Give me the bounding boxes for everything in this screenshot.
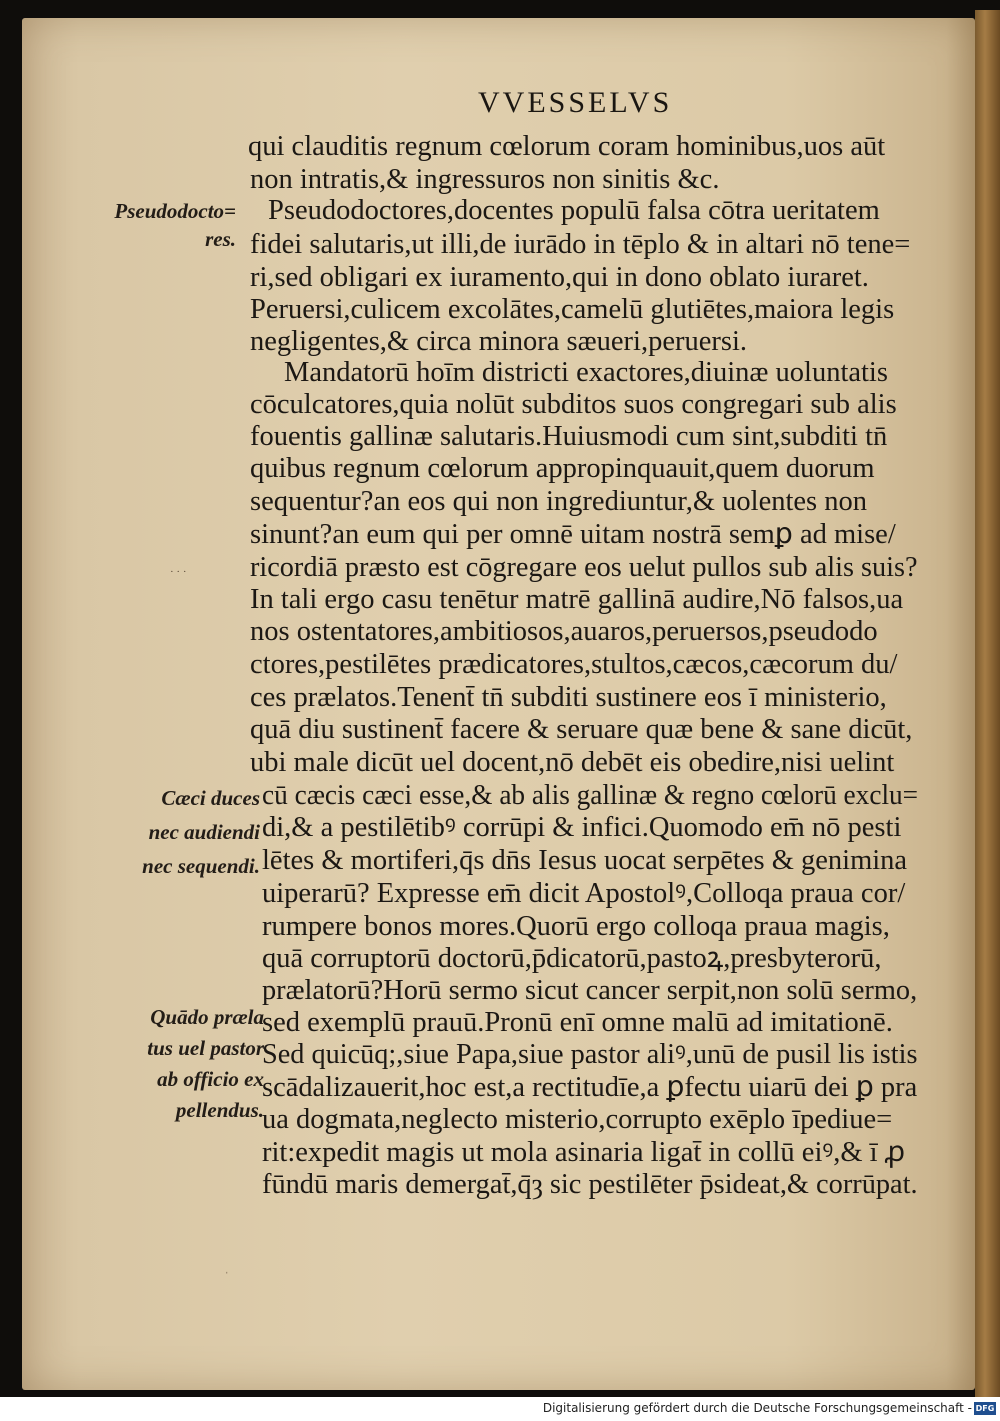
gloss-line: nec audiendi (148, 820, 260, 844)
text-line: Peruersi,culicem excolātes,camelū glutiētes,maiora legis (250, 294, 895, 325)
text-line: negligentes,& circa minora sæueri,peruersi. (250, 326, 747, 357)
text-line: ri,sed obligari ex iuramento,qui in dono oblato iuraret. (250, 262, 869, 293)
text-line: ctores,pestilētes prædicatores,stultos,cæcos,cæcorum du/ (250, 649, 898, 680)
text-line: ces prælatos.Tenent̄ tn̄ subditi sustinere eos ī ministerio, (250, 682, 887, 713)
ink-speck: ˈ (225, 1270, 229, 1282)
text-line: quā diu sustinent̄ facere & seruare quæ bene & sane dicūt, (250, 714, 913, 745)
dfg-logo-icon: DFG (975, 1404, 995, 1413)
text-line: quibus regnum cœlorum appropinquauit,quem duorum (250, 453, 875, 484)
text-line: nos ostentatores,ambitiosos,auaros,peruersos,pseudodo (250, 616, 878, 647)
footer-credit: Digitalisierung gefördert durch die Deutsche Forschungsgemeinschaft - (542, 1401, 972, 1415)
text-line: Mandatorū hoīm districti exactores,diuinæ uoluntatis (284, 357, 888, 388)
gloss-line: Cæci duces (161, 786, 260, 810)
margin-gloss-1 (100, 197, 236, 253)
text-line: cōculcatores,quia nolūt subditos suos congregari sub alis (250, 389, 897, 420)
text-line: lētes & mortiferi,q̄s dn̄s Iesus uocat serpētes & genimina (262, 845, 908, 876)
text-line: prælatorū?Horū sermo sicut cancer serpit,non solū sermo, (262, 975, 918, 1006)
text-line: rumpere bonos mores.Quorū ergo colloqa praua magis, (262, 911, 890, 942)
gloss-line: Quādo præla (150, 1005, 264, 1029)
text-line: fidei salutaris,ut illi,de iurādo in tēplo & in altari nō tene= (250, 229, 911, 260)
text-line: scādalizauerit,hoc est,a rectitudīe,a ꝑfectu uiarū dei ꝑ pra (262, 1072, 918, 1103)
running-head: VVESSELVS (478, 86, 673, 119)
text-line: non intratis,& ingressuros non sinitis &c. (250, 164, 720, 195)
footer-bar (0, 1397, 1000, 1421)
book-edge (975, 10, 1000, 1397)
text-line: Sed quicūq;,siue Papa,siue pastor aliꝰ,unū de pusil lis istis (262, 1039, 918, 1070)
text-line: fouentis gallinæ salutaris.Huiusmodi cum sint,subditi tn̄ (250, 421, 888, 452)
gloss-line: res. (205, 227, 236, 251)
gloss-line: pellendus. (175, 1098, 264, 1122)
text-line: sed exemplū prauū.Pronū enī omne malū ad imitationē. (262, 1007, 893, 1038)
text-line: ua dogmata,neglecto misterio,corrupto exēplo īpediue= (262, 1104, 893, 1135)
text-line: qui clauditis regnum cœlorum coram hominibus,uos aūt (248, 131, 886, 162)
text-line: ubi male dicūt uel docent,nō debēt eis obedire,nisi uelint (250, 747, 895, 778)
text-line: sinunt?an eum qui per omnē uitam nostrā semꝑ ad mise/ (250, 519, 896, 550)
ink-speck: · · · (170, 566, 187, 578)
gloss-line: ab officio ex (157, 1067, 264, 1091)
text-line: rit:expedit magis ut mola asinaria ligat̄ in collū eiꝰ,& ī ꝓ (262, 1137, 906, 1168)
text-line: quā corruptorū doctorū,p̄dicatorū,pastoꝝ,presbyterorū, (262, 943, 882, 974)
text-line: fūndū maris demergat̄,q̄ȝ sic pestilēter p̄sideat,& corrūpat. (262, 1169, 918, 1200)
margin-gloss-3 (118, 1002, 264, 1126)
gloss-line: nec sequendi. (142, 854, 260, 878)
text-line: In tali ergo casu tenētur matrē gallinā audire,Nō falsos,ua (250, 584, 904, 615)
text-line: ricordiā præsto est cōgregare eos uelut pullos sub alis suis? (250, 552, 918, 583)
margin-gloss-2 (118, 781, 260, 883)
text-line: cū cæcis cæci esse,& ab alis gallinæ & regno cœlorū exclu= (262, 780, 919, 811)
gloss-line: Pseudodocto= (114, 199, 236, 223)
text-line: Pseudodoctores,docentes populū falsa cōtra ueritatem (268, 195, 880, 226)
text-line: uiperarū? Expresse em̄ dicit Apostolꝰ,Colloqa praua cor/ (262, 878, 906, 909)
gloss-line: tus uel pastor (147, 1036, 264, 1060)
text-line: di,& a pestilētibꝰ corrūpi & infici.Quomodo em̄ nō pesti (262, 812, 902, 843)
text-line: sequentur?an eos qui non ingrediuntur,& uolentes non (250, 486, 868, 517)
